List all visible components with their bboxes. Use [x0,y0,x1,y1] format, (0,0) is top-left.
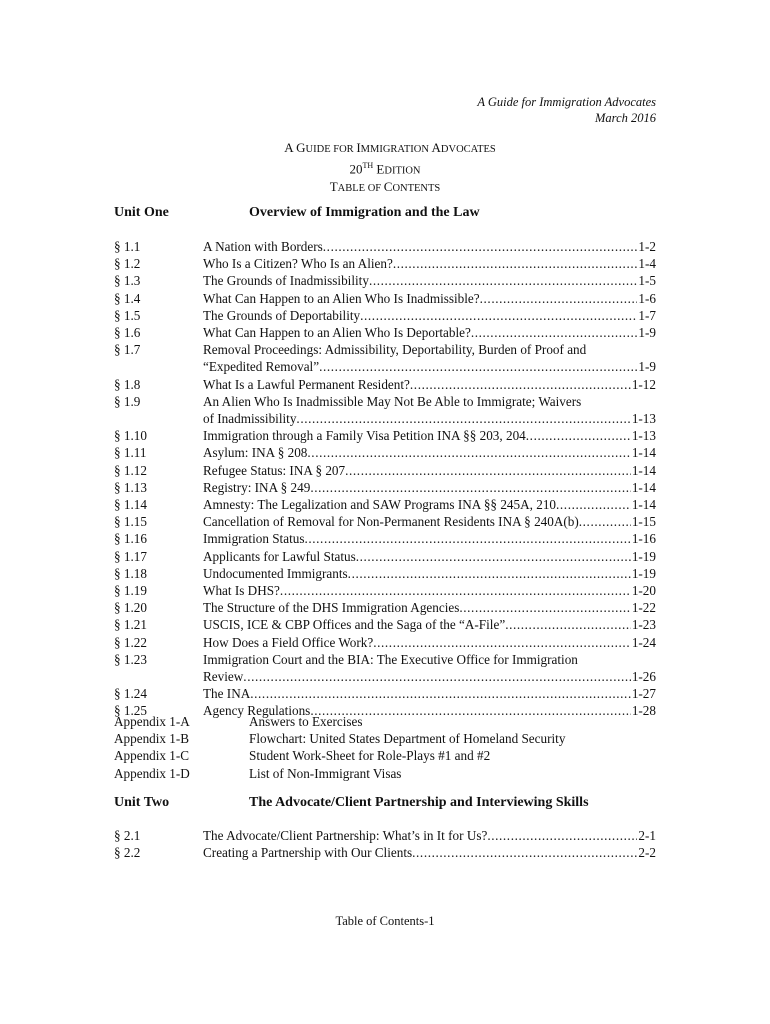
toc-entry [114,616,656,633]
appendix-title: Student Work-Sheet for Role-Plays #1 and #2 [249,748,491,764]
section-title-line: Removal Proceedings: Admissibility, Deportability, Burden of Proof and [203,342,587,358]
toc-entry [114,599,656,616]
page-number: 1-13 [631,411,656,427]
page-number: 1-23 [631,617,656,633]
dot-leader [480,290,638,307]
section-number: § 1.5 [114,307,141,323]
section-title-line: Undocumented Immigrants [203,565,348,581]
toc-entry [114,444,656,461]
dot-leader [579,513,631,530]
section-title-line: The INA [203,686,251,702]
section-number: § 1.12 [114,462,147,478]
dot-leader [345,462,631,479]
section-title [203,462,656,479]
page-number: 1-13 [631,428,656,444]
page-number: 1-26 [631,669,656,685]
section-title [203,376,656,393]
dot-leader [250,685,631,702]
appendix-id: Appendix 1-B [114,731,190,747]
section-title-line: Creating a Partnership with Our Clients [203,845,413,861]
appendix-entry [114,765,565,782]
dot-leader [412,844,637,861]
toc-entry [114,238,656,255]
toc-entry [114,827,656,844]
toc-entry [114,844,656,861]
dot-leader [356,548,631,565]
toc-entry [114,685,656,702]
section-title [203,272,656,289]
section-number: § 1.6 [114,325,141,341]
toc-entry [114,496,656,513]
toc-entry [114,272,656,289]
section-title-line: An Alien Who Is Inadmissible May Not Be Able to Immigrate; Waivers [203,393,582,409]
section-number: § 1.17 [114,548,147,564]
page-number: 1-20 [631,583,656,599]
toc-entry [114,582,656,599]
dot-leader [296,410,630,427]
dot-leader [487,827,637,844]
section-number: § 1.14 [114,497,147,513]
section-title-line: “Expedited Removal” [203,359,320,375]
section-number: § 1.8 [114,376,141,392]
dot-leader [323,238,638,255]
section-number: § 1.24 [114,686,147,702]
section-title-line: Who Is a Citizen? Who Is an Alien? [203,256,393,272]
section-title-line: Immigration Court and the BIA: The Executive Office for Immigration [203,651,578,667]
page-number: 1-6 [638,290,656,306]
section-number: § 1.18 [114,565,147,581]
toc-entry [114,462,656,479]
toc-entry [114,634,656,651]
section-title [203,616,656,633]
dot-leader [393,255,638,272]
appendix-title: Flowchart: United States Department of Homeland Security [249,731,566,747]
dot-leader [505,616,631,633]
section-title-line: of Inadmissibility [203,411,297,427]
section-title [203,582,656,599]
section-title [203,634,656,651]
toc-entry [114,548,656,565]
section-number: § 1.3 [114,273,141,289]
page-number: 1-19 [631,565,656,581]
unit-two-title: The Advocate/Client Partnership and Interviewing Skills [249,795,589,810]
section-title-line: What Is a Lawful Permanent Resident? [203,376,410,392]
title-line-1: A GUIDE FOR IMMIGRATION ADVOCATES [284,140,496,155]
page-number: 1-12 [631,376,656,392]
toc-entry [114,376,656,393]
page-number: 1-2 [638,239,656,254]
section-title [203,827,656,844]
page-number: 1-28 [631,703,656,719]
section-number: § 1.16 [114,531,147,547]
dot-leader [526,427,631,444]
appendix-title: List of Non-Immigrant Visas [249,765,402,781]
section-title [203,548,656,565]
section-title-line: Immigration Status [203,531,305,547]
section-title [203,341,656,375]
unit-two-label: Unit Two [114,795,170,810]
unit-one-toc [114,238,656,720]
section-title [203,844,656,861]
section-title-line: A Nation with Borders [203,239,323,254]
section-title [203,479,656,496]
section-title-line: Review [203,669,244,685]
dot-leader [556,496,631,513]
section-number: § 1.22 [114,634,147,650]
section-number: § 1.20 [114,600,147,616]
section-title-line: Immigration through a Family Visa Petition INA §§ 203, 204 [203,428,526,444]
section-number: § 1.2 [114,256,141,272]
section-number: § 1.1 [114,239,141,254]
page-number: 1-4 [638,256,656,272]
page-number: 1-16 [631,531,656,547]
section-number: § 1.4 [114,290,141,306]
unit-two-toc [114,827,656,861]
section-title-line: What Can Happen to an Alien Who Is Deportable? [203,325,471,341]
page-number: 1-14 [631,497,656,513]
section-title [203,530,656,547]
unit-one-appendices [114,713,565,782]
toc-entry [114,513,656,530]
section-number: § 1.13 [114,479,147,495]
dot-leader [373,634,631,651]
section-title-line: Cancellation of Removal for Non-Permanent Residents INA § 240A(b) [203,514,579,530]
toc-entry [114,393,656,427]
toc-entry [114,479,656,496]
appendix-entry [114,713,565,730]
toc-entry [114,651,656,685]
section-title-line: How Does a Field Office Work? [203,634,374,650]
toc-entry [114,530,656,547]
section-title [203,599,656,616]
toc-entry [114,324,656,341]
section-title [203,513,656,530]
dot-leader [310,479,630,496]
section-title-line: The Structure of the DHS Immigration Agencies [203,600,460,616]
dot-leader [319,358,637,375]
unit-one-label: Unit One [114,205,169,220]
section-number: § 1.7 [114,342,141,358]
section-title [203,307,656,324]
section-title-line: Applicants for Lawful Status [203,548,356,564]
toc-entry [114,290,656,307]
section-number: § 1.10 [114,428,147,444]
page-number: 1-9 [638,359,656,375]
page-number: 1-14 [631,479,656,495]
section-title-line: Refugee Status: INA § 207 [203,462,346,478]
toc-entry [114,307,656,324]
page-footer: Table of Contents-1 [335,914,435,928]
toc-entry [114,255,656,272]
page-number: 1-27 [631,686,656,702]
dot-leader [360,307,637,324]
page-number: 1-22 [631,600,656,616]
toc-entry [114,565,656,582]
section-title-line: The Advocate/Client Partnership: What’s in It for Us? [203,828,488,843]
unit-one-title: Overview of Immigration and the Law [249,205,480,220]
section-number: § 1.25 [114,703,147,719]
page-number: 1-9 [638,325,656,341]
page-number: 1-14 [631,462,656,478]
appendix-entry [114,747,565,764]
section-number: § 2.1 [114,828,141,843]
dot-leader [304,530,630,547]
section-title [203,651,656,685]
title-line-3: TABLE OF CONTENTS [329,179,441,195]
section-title-line: The Grounds of Inadmissibility [203,273,369,289]
dot-leader [369,272,637,289]
section-title-line: Asylum: INA § 208 [203,445,308,461]
document-title [0,140,770,197]
section-title-line: USCIS, ICE & CBP Offices and the Saga of the “A-File” [203,617,506,633]
section-number: § 1.9 [114,393,141,409]
appendix-entry [114,730,565,747]
section-title-line: What Can Happen to an Alien Who Is Inadmissible? [203,290,480,306]
dot-leader [280,582,631,599]
dot-leader [307,444,630,461]
section-title-line: The Grounds of Deportability [203,307,361,323]
section-title [203,565,656,582]
page-number: 1-5 [638,273,656,289]
section-title-line: Agency Regulations [203,703,311,719]
page-number: 2-2 [638,845,656,861]
section-title-line: Registry: INA § 249 [203,479,311,495]
section-title [203,496,656,513]
section-title [203,290,656,307]
section-number: § 1.23 [114,651,147,667]
dot-leader [459,599,630,616]
section-title [203,324,656,341]
page-number: 1-7 [638,307,656,323]
dot-leader [348,565,631,582]
appendix-id: Appendix 1-C [114,748,190,764]
section-title-line: Amnesty: The Legalization and SAW Programs INA §§ 245A, 210 [203,497,557,513]
dot-leader [410,376,631,393]
section-title [203,238,656,255]
page-number: 1-19 [631,548,656,564]
page-number: 2-1 [638,828,656,843]
section-title-line: What Is DHS? [203,583,280,599]
section-number: § 1.11 [114,445,147,461]
page-number: 1-15 [631,514,656,530]
header-date: March 2016 [595,111,656,125]
header-guide-name: A Guide for Immigration Advocates [477,95,656,109]
section-title [203,393,656,427]
section-number: § 1.21 [114,617,147,633]
appendix-id: Appendix 1-A [114,714,190,729]
appendix-title: Answers to Exercises [249,714,363,729]
dot-leader [243,668,631,685]
title-line-2: 20TH EDITION [349,161,421,177]
dot-leader [471,324,638,341]
section-title [203,685,656,702]
toc-entry [114,341,656,375]
toc-entry [114,427,656,444]
page-number: 1-24 [631,634,656,650]
page-number: 1-14 [631,445,656,461]
section-number: § 1.15 [114,514,147,530]
section-title [203,255,656,272]
section-number: § 2.2 [114,845,141,861]
section-title [203,427,656,444]
running-header [477,94,656,126]
appendix-id: Appendix 1-D [114,765,190,781]
section-title [203,444,656,461]
section-number: § 1.19 [114,583,147,599]
